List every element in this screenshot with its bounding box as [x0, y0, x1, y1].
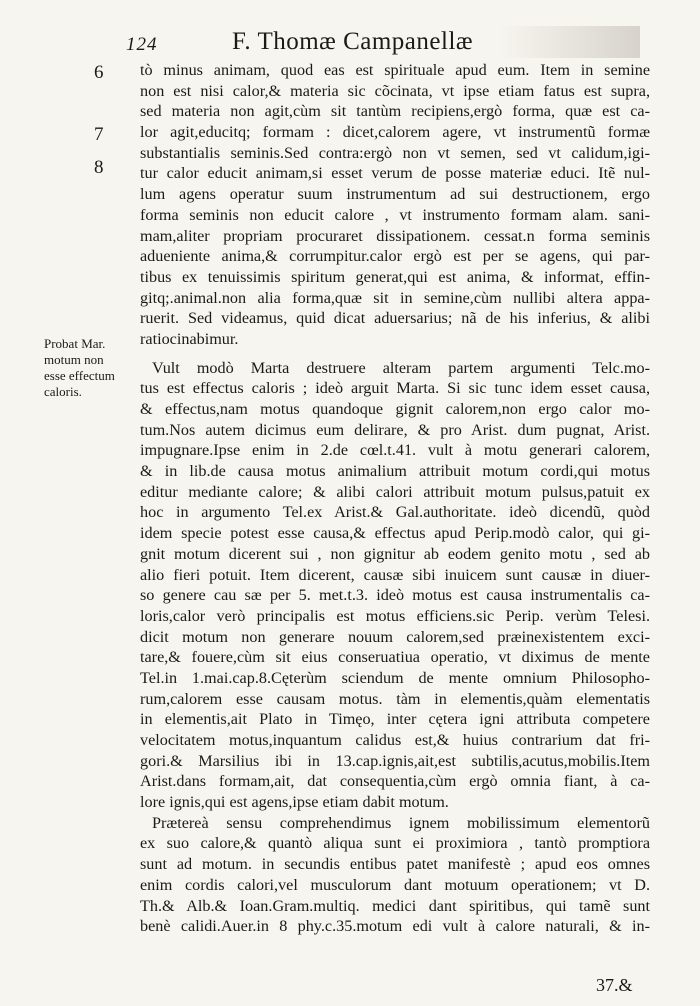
page-number: 124	[126, 34, 158, 55]
text-line: impugnare.Ipse enim in 2.de cœl.t.41. vult à motu generari calorem,	[140, 441, 650, 460]
text-line: benè calidi.Auer.in 8 phy.c.35.motum edi vult à calore naturali, & in-	[140, 917, 650, 936]
side-note	[44, 336, 136, 400]
marginal-number-7: 7	[94, 124, 104, 145]
side-note-line: Probat Mar.	[44, 336, 106, 351]
text-line: gitq;.animal.non alia forma,quæ sit in semine,cùm nullibi altera appa-	[140, 288, 650, 307]
marginal-number-6: 6	[94, 62, 104, 83]
text-line: dicit motum non generare nouum calorem,sed præinexistentem exci-	[140, 627, 650, 646]
text-line: rum,calorem esse causam motus. tàm in elementis,quàm elementatis	[140, 689, 650, 708]
text-line: loris,calor verò principalis est motus efficiens.sic Perip. verùm Telesi.	[140, 606, 650, 625]
text-line: so genere cau sæ per 5. met.t.3. ideò motus est causa instrumentalis ca-	[140, 586, 650, 605]
text-line: adueniente anima,& corrumpitur.calor ergò est per se agens, qui par-	[140, 247, 650, 266]
text-line: tò minus animam, quod eas est spirituale apud eum. Item in semine	[140, 61, 650, 79]
text-line: tus est effectus caloris ; ideò arguit Marta. Si sic tunc idem esset causa,	[140, 379, 650, 398]
text-line: tum.Nos autem dicimus eum delirare, & pro Arist. dum pugnat, Arist.	[140, 420, 650, 439]
paragraph-start-line: Prætereà sensu comprehendimus ignem mobilissimum elementorũ	[152, 813, 650, 832]
text-line: idem specie potest esse causa,& effectus apud Perip.modò calor, qui gi-	[140, 524, 650, 543]
text-line: in elementis,ait Plato in Timęo, inter cętera igni attributa competere	[140, 710, 650, 729]
text-line: hoc in argumento Tel.ex Arist.& Gal.authoritate. ideò dicendũ, quòd	[140, 503, 650, 522]
text-line: Tel.in 1.mai.cap.8.Cęterùm sciendum de mente omnium Philosopho-	[140, 668, 650, 687]
text-line: lor agit,educitq; formam : dicet,calorem agere, vt instrumentũ formæ	[140, 123, 650, 142]
text-line: velocitatem motus,inquantum calidus est,& huius contrarium dat fri-	[140, 731, 650, 749]
text-line: substantialis seminis.Sed contra:ergò non vt semen, sed vt calidum,igi-	[140, 143, 650, 162]
text-line: Arist.dans formam,ait, dat consequentia,cùm ergò omnia fiant, à ca-	[140, 772, 650, 791]
text-line: tibus ex tenuissimis spiritum generat,qui est anima, & informat, effin-	[140, 267, 650, 286]
catchword: 37.&	[596, 975, 633, 995]
text-line: & effectus,nam motus quandoque gignit calorem,non ergo calor mo-	[140, 400, 650, 418]
text-line: ex suo calore,& quantò aliqua sunt ei proximiora , tantò promptiora	[140, 834, 650, 853]
marginal-number-8: 8	[94, 157, 104, 178]
text-line: non est nisi calor,& materia sic cõcinata, vt ipse etiam fatus est supra,	[140, 81, 650, 100]
text-line: lum agens operatur suum instrumentum ad sui destructionem, ergo	[140, 185, 650, 204]
text-line: lore ignis,qui est agens,ipse etiam dabit motum.	[140, 793, 449, 812]
text-line: sunt ad motum. in secundis entibus patet manifestè ; apud eos omnes	[140, 855, 650, 874]
text-line: tur calor educit animam,si esset verum de posse materiæ educi. Itẽ nul-	[140, 164, 650, 183]
text-line: gori.& Marsilius ibi in 13.cap.ignis,ait,est subtilis,acutus,mobilis.Item	[140, 751, 650, 770]
text-line: sed materia non agit,cùm sit tantùm recipiens,ergò forma, quæ est ca-	[140, 102, 650, 121]
text-line: & in lib.de causa motus animalium attribuit motum cordi,qui motus	[140, 462, 650, 481]
side-note-line: esse effectum	[44, 368, 115, 383]
side-note-line: motum non	[44, 352, 104, 367]
text-line: gnit motum dicerent sui , non gignitur ab eodem genito motu , sed ab	[140, 544, 650, 563]
page-header	[120, 26, 640, 58]
running-title: F. Thomæ Campanellæ	[232, 28, 474, 55]
body-text	[140, 60, 650, 937]
text-line: ratiocinabimur.	[140, 329, 239, 348]
text-line: tare,& fouere,cùm sit eius conseruatiua operatio, vt diximus de mente	[140, 648, 650, 667]
text-line: enim cordis calori,vel musculorum dant motuum operationem; vt D.	[140, 875, 650, 894]
text-line: forma seminis non educit calore , vt instrumento formam alam. sani-	[140, 205, 650, 224]
text-line: editur mediante calore; & alibi calori attribuit motum pulsus,patuit ex	[140, 482, 650, 501]
text-line: ruerit. Sed videamus, quid dicat aduersarius; nã de his inferius, & alibi	[140, 309, 650, 328]
text-line: mam,aliter propriam procuraret dissipationem. cessat.n forma seminis	[140, 226, 650, 245]
paragraph-start-line: Vult modò Marta destruere alteram partem argumenti Telc.mo-	[152, 358, 650, 377]
text-line: Th.& Alb.& Ioan.Gram.multiq. medici dant spiritibus, qui tamẽ sunt	[140, 896, 650, 915]
side-note-line: caloris.	[44, 384, 82, 399]
show-through-shadow	[500, 26, 640, 58]
text-line: alio fieri potuit. Item dicerent, causæ sibi inuicem sunt causæ in diuer-	[140, 565, 650, 584]
